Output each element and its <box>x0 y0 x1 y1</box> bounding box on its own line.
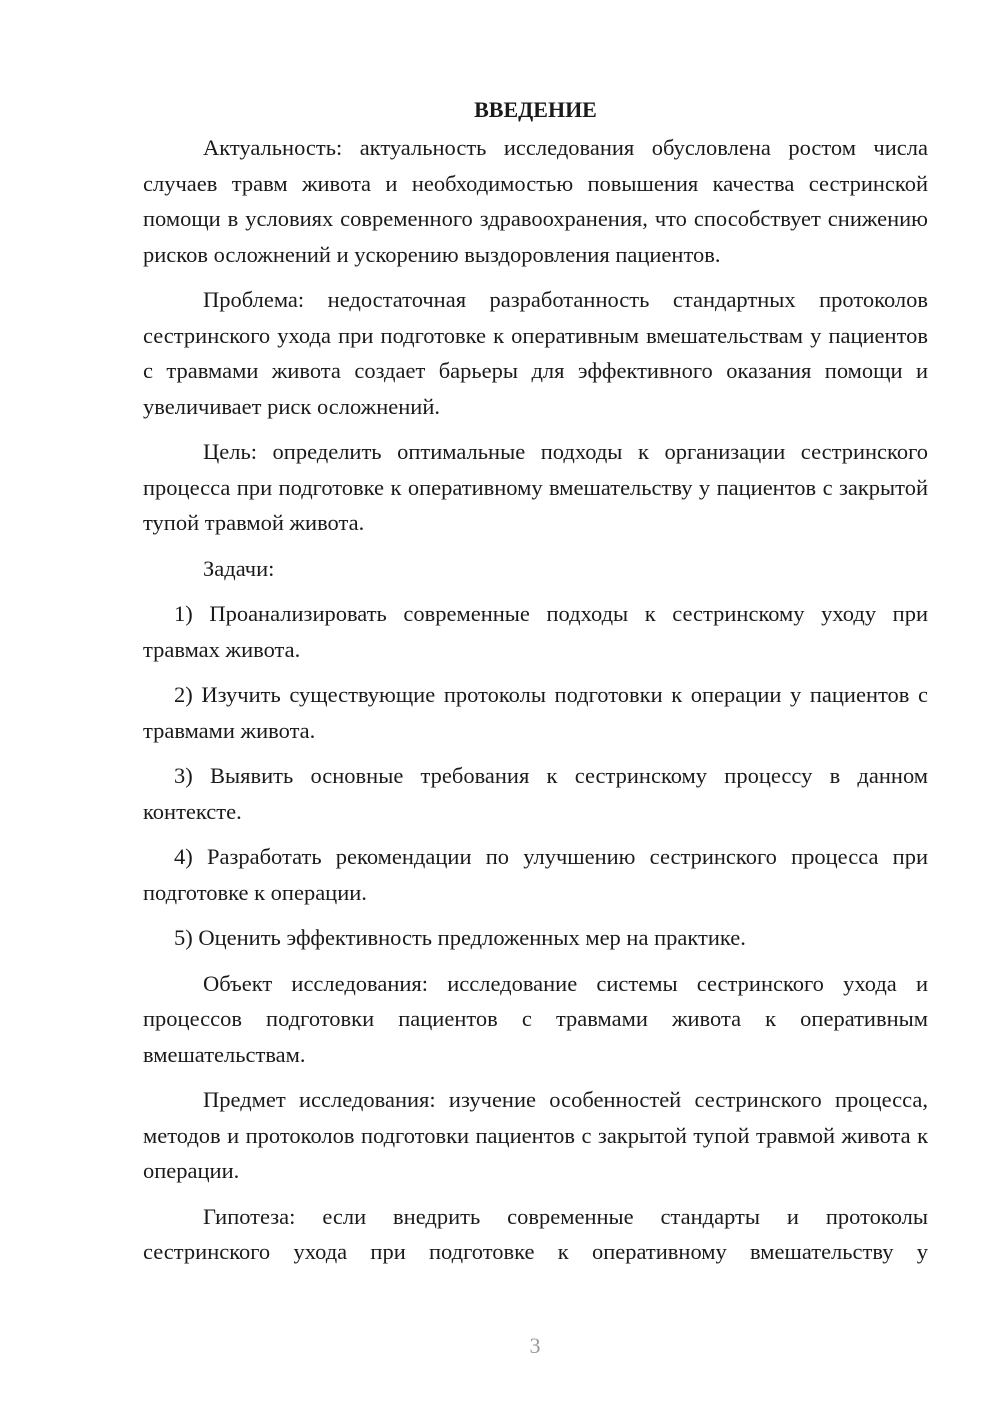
task-item-4: 4) Разработать рекомендации по улучшению сестринского процесса при подготовке к операции. <box>143 844 928 905</box>
task-item-1: 1) Проанализировать современные подходы к сестринскому уходу при травмах живота. <box>143 601 928 662</box>
paragraph-object: Объект исследования: исследование системы сестринского ухода и процессов подготовки пациентов с травмами живота к оперативным вмешательствам. <box>143 970 928 1067</box>
tasks-label: Задачи: <box>203 555 275 581</box>
section-title: ВВЕДЕНИЕ <box>474 97 597 122</box>
paragraph-relevance: Актуальность: актуальность исследования обусловлена ростом числа случаев травм живота и необходимостью повышения качества сестринской помощи в условиях современного здравоохранения, что способствует снижению рисков осложнений и ускорению выздоровления пациентов. <box>143 135 928 267</box>
task-item-2: 2) Изучить существующие протоколы подготовки к операции у пациентов с травмами живота. <box>143 682 928 743</box>
page-number: 3 <box>529 1333 541 1358</box>
paragraph-problem: Проблема: недостаточная разработанность стандартных протоколов сестринского ухода при подготовке к оперативным вмешательствам у пациентов с травмами живота создает барьеры для эффективного оказания помощи и увеличивает риск осложнений. <box>143 287 928 419</box>
paragraph-goal: Цель: определить оптимальные подходы к организации сестринского процесса при подготовке к оперативному вмешательству у пациентов с закрытой тупой травмой живота. <box>143 439 928 535</box>
paragraph-subject: Предмет исследования: изучение особенностей сестринского процесса, методов и протоколов подготовки пациентов с закрытой тупой травмой живота к операции. <box>143 1087 928 1183</box>
paragraph-hypothesis: Гипотеза: если внедрить современные стандарты и протоколы сестринского ухода при подготовке к оперативному вмешательству у <box>143 1203 928 1264</box>
task-item-3: 3) Выявить основные требования к сестринскому процессу в данном контексте. <box>143 763 928 824</box>
task-item-5: 5) Оценить эффективность предложенных мер на практике. <box>174 925 746 950</box>
document-page <box>143 92 928 1280</box>
